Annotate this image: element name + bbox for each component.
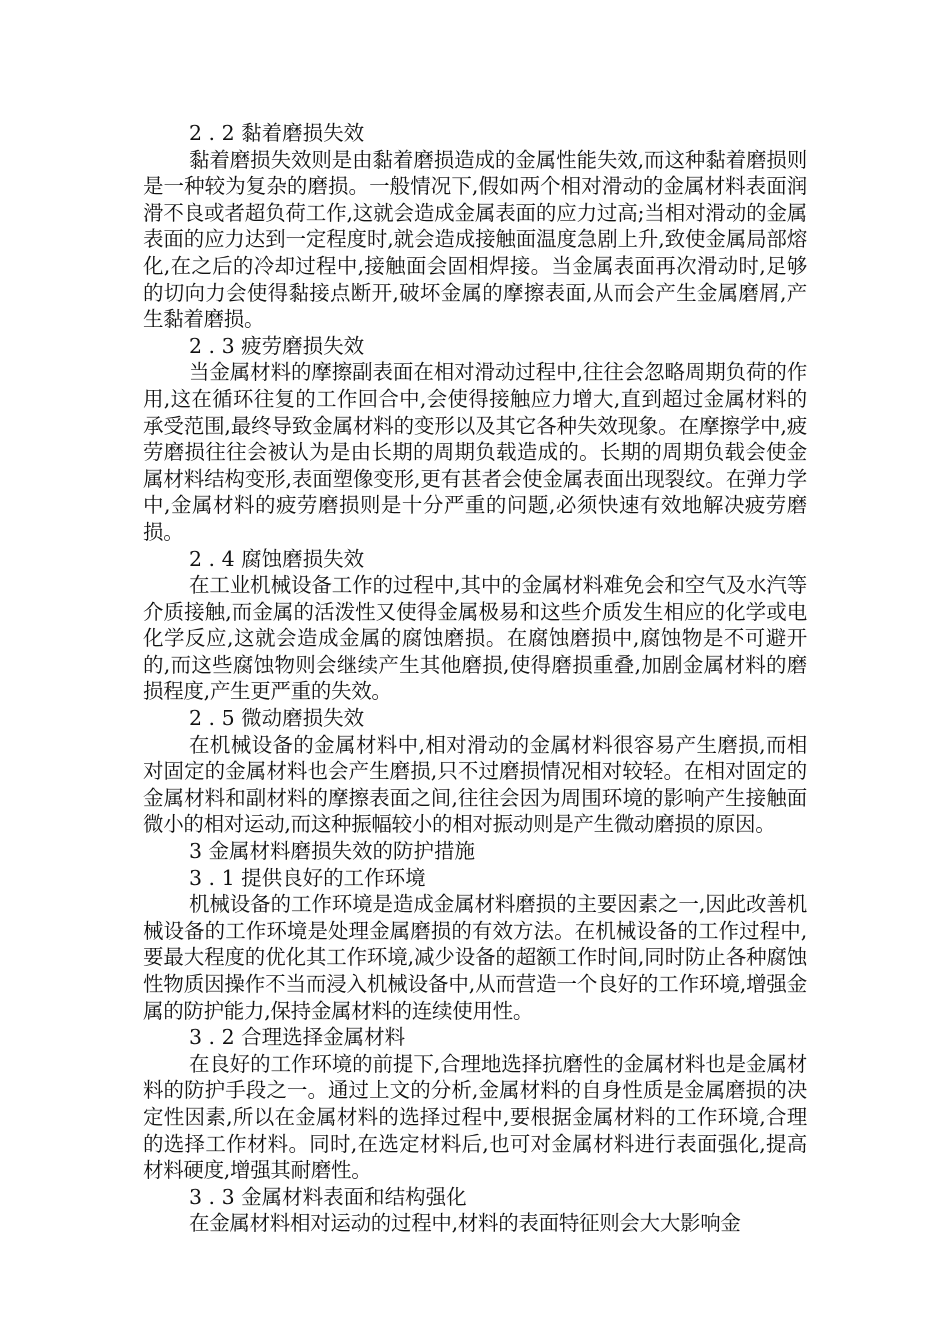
section-heading-3-3: 3 . 3 金属材料表面和结构强化 [189,1184,467,1209]
section-heading-3-2: 3 . 2 合理选择金属材料 [189,1025,406,1050]
section-heading-2-2: 2 . 2 黏着磨损失效 [189,121,365,145]
paragraph-corrosion-wear: 在工业机械设备工作的过程中,其中的金属材料难免会和空气及水汽等介质接触,而金属的活泼性又使得金属极易和这些介质发生相应的化学或电化学反应,这就会造成金属的腐蚀磨损。在腐蚀磨损中,腐蚀物是不可避开的,而这些腐蚀物则会继续产生其他磨损,使得磨损重叠,加剧金属材料的磨损程度,产生更严重的失效。 [143,573,807,704]
section-heading-2-5: 2 . 5 微动磨损失效 [189,706,365,731]
paragraph-surface-strengthening: 在金属材料相对运动的过程中,材料的表面特征则会大大影响金 [189,1211,741,1236]
paragraph-fretting-wear: 在机械设备的金属材料中,相对滑动的金属材料很容易产生磨损,而相对固定的金属材料也会产生磨损,只不过磨损情况相对较轻。在相对固定的金属材料和副材料的摩擦表面之间,往往会因为周围环境的影响产生接触面微小的相对运动,而这种振幅较小的相对振动则是产生微动磨损的原因。 [143,732,807,837]
paragraph-fatigue-wear: 当金属材料的摩擦副表面在相对滑动过程中,往往会忽略周期负荷的作用,这在循环往复的工作回合中,会使得接触应力增大,直到超过金属材料的承受范围,最终导致金属材料的变形以及其它各种失效现象。在摩擦学中,疲劳磨损往往会被认为是由长期的周期负载造成的。长期的周期负载会使金属材料结构变形,表面塑像变形,更有甚者会使金属表面出现裂纹。在弹力学中,金属材料的疲劳磨损则是十分严重的问题,必须快速有效地解决疲劳磨损。 [143,360,807,544]
section-heading-2-3: 2 . 3 疲劳磨损失效 [189,333,365,358]
section-heading-2-4: 2 . 4 腐蚀磨损失效 [189,546,365,571]
document-body [143,120,807,1237]
paragraph-material-selection: 在良好的工作环境的前提下,合理地选择抗磨性的金属材料也是金属材料的防护手段之一。通过上文的分析,金属材料的自身性质是金属磨损的决定性因素,所以在金属材料的选择过程中,要根据金属材料的工作环境,合理的选择工作材料。同时,在选定材料后,也可对金属材料进行表面强化,提高材料硬度,增强其耐磨性。 [143,1051,807,1183]
paragraph-work-environment: 机械设备的工作环境是造成金属材料磨损的主要因素之一,因此改善机械设备的工作环境是处理金属磨损的有效方法。在机械设备的工作过程中,要最大程度的优化其工作环境,减少设备的超额工作时间,同时防止各种腐蚀性物质因操作不当而浸入机械设备中,从而营造一个良好的工作环境,增强金属的防护能力,保持金属材料的连续使用性。 [143,892,807,1023]
section-heading-3-1: 3 . 1 提供良好的工作环境 [189,865,426,890]
section-heading-3: 3 金属材料磨损失效的防护措施 [189,839,476,864]
paragraph-adhesive-wear: 黏着磨损失效则是由黏着磨损造成的金属性能失效,而这种黏着磨损则是一种较为复杂的磨损。一般情况下,假如两个相对滑动的金属材料表面润滑不良或者超负荷工作,这就会造成金属表面的应力过高;当相对滑动的金属表面的应力达到一定程度时,就会造成接触面温度急剧上升,致使金属局部熔化,在之后的冷却过程中,接触面会固相焊接。当金属表面再次滑动时,足够的切向力会使得黏接点断开,破坏金属的摩擦表面,从而会产生金属磨屑,产生黏着磨损。 [143,147,807,332]
